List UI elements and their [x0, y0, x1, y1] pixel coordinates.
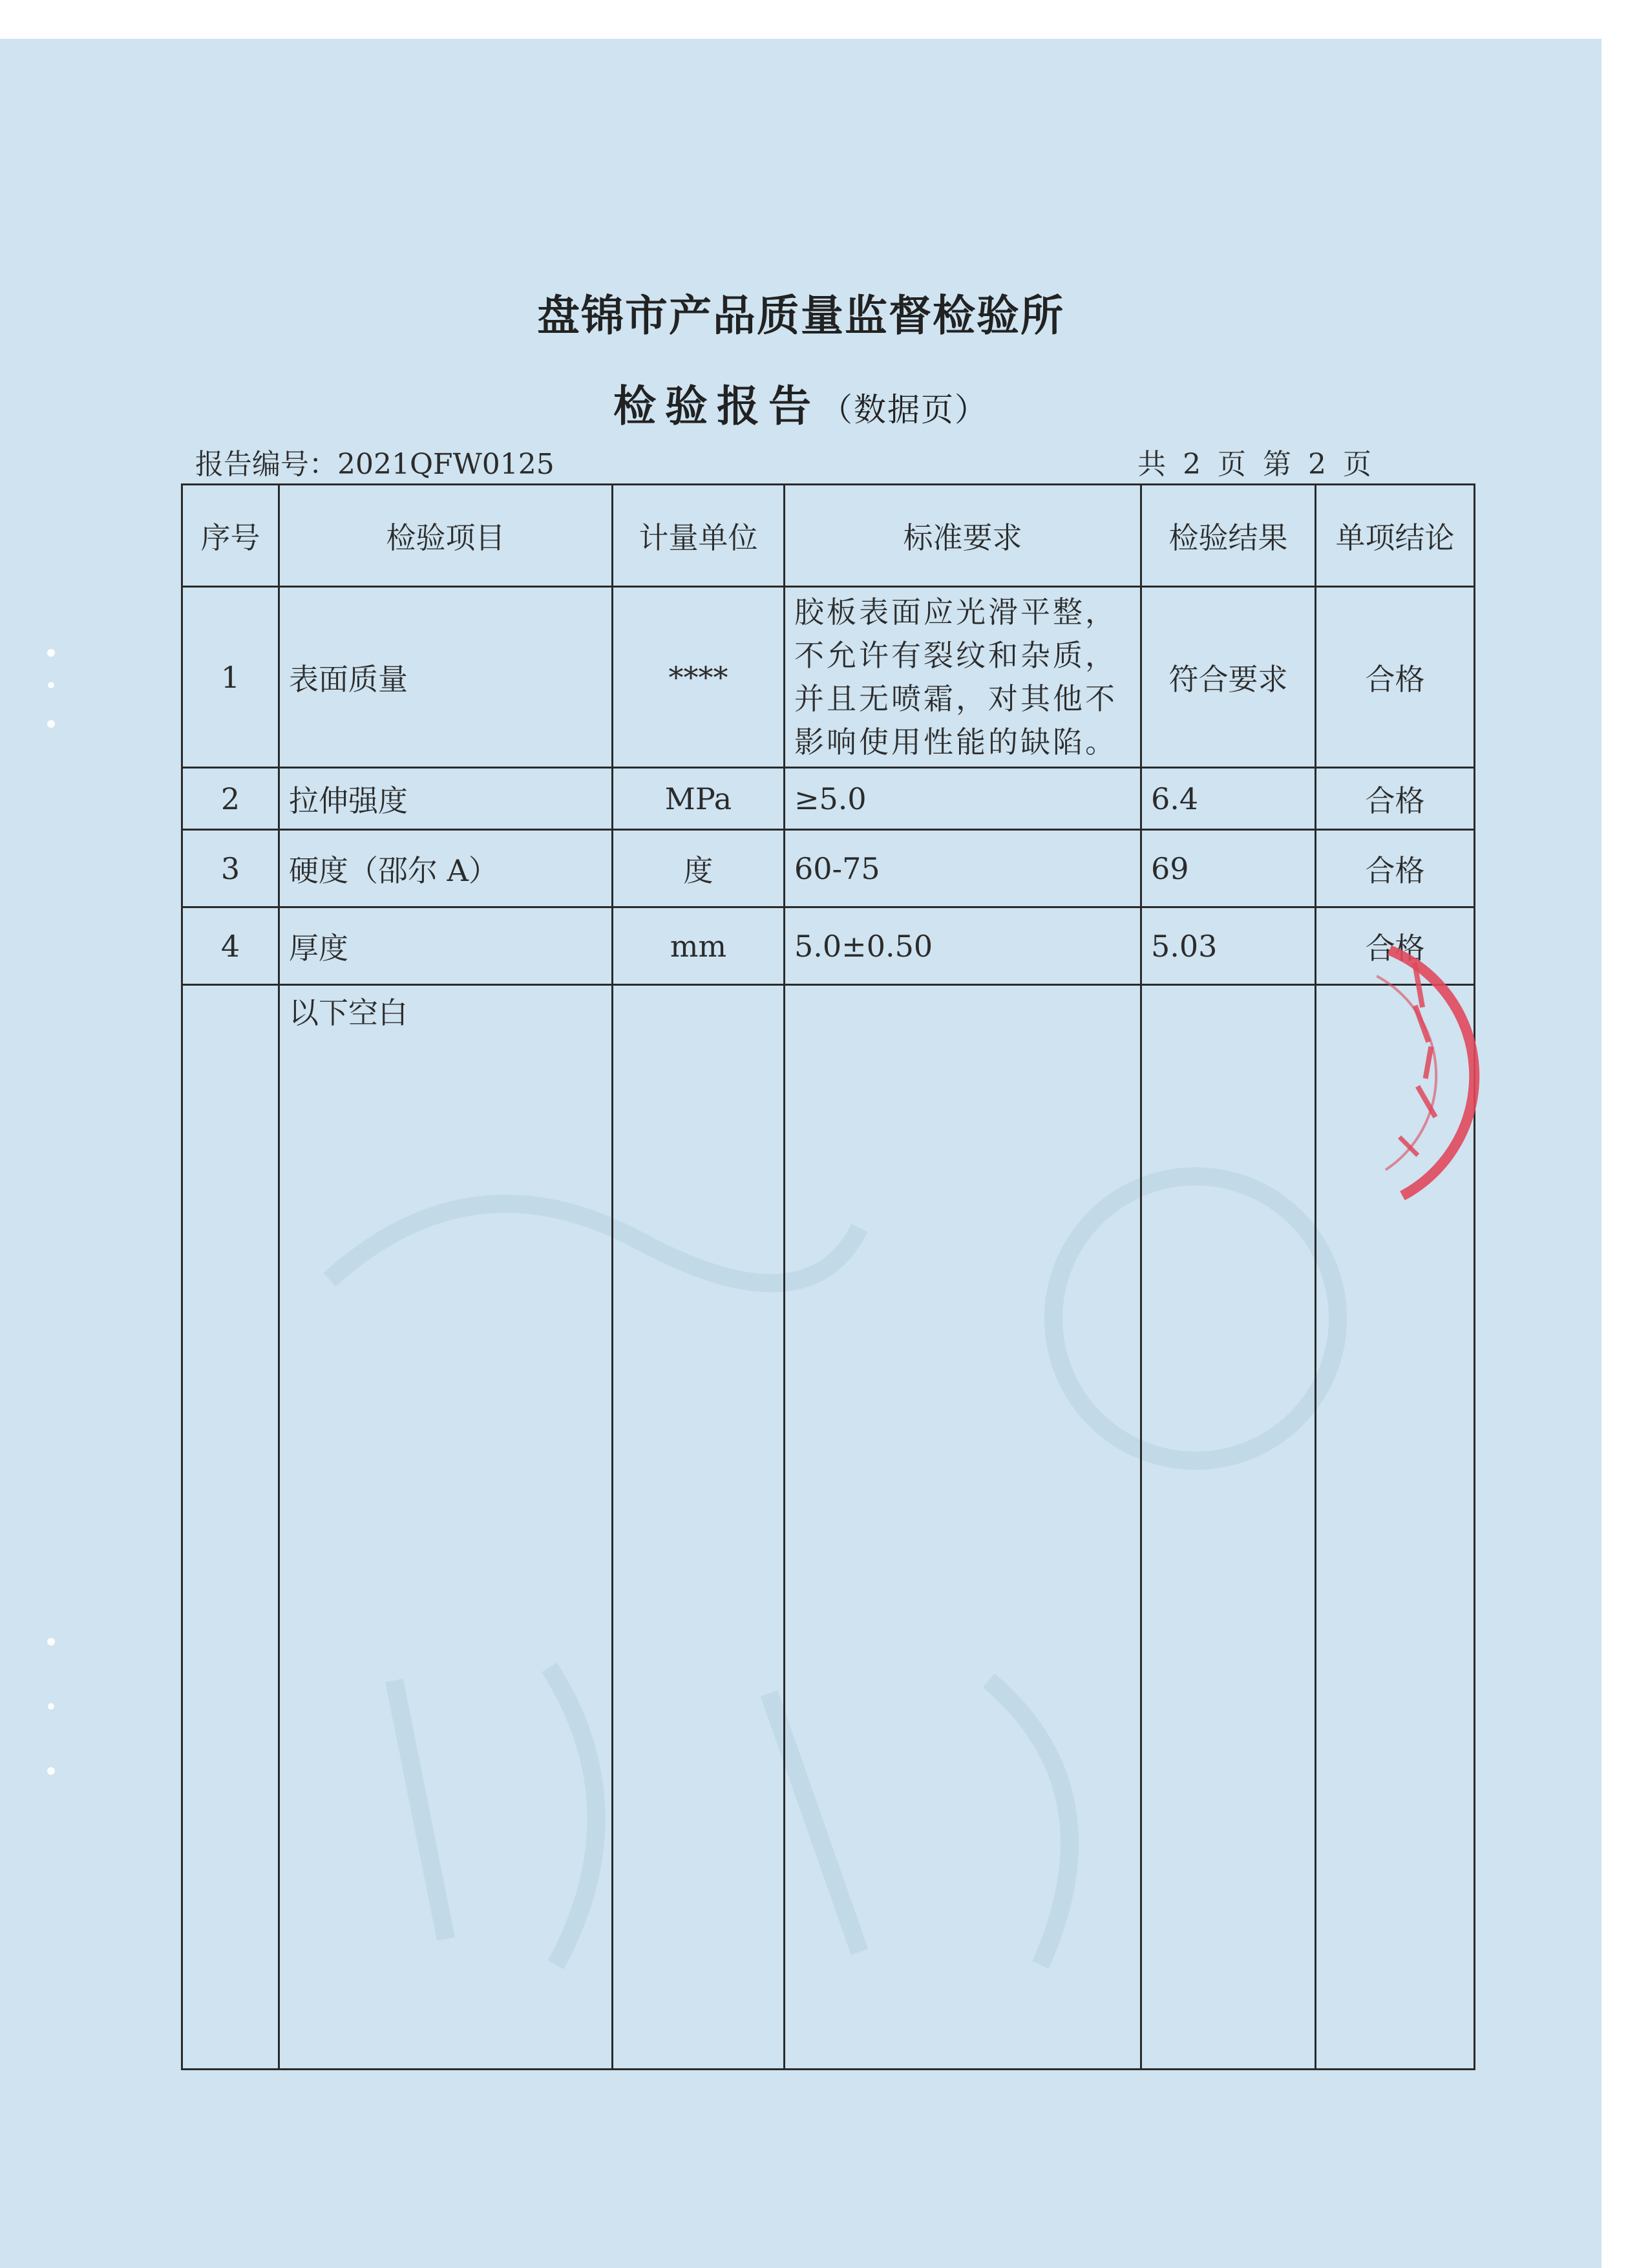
header-serial: 序号 [182, 485, 279, 587]
binding-punch-marks [44, 646, 58, 737]
report-subtitle: （数据页） [820, 391, 988, 429]
header-item: 检验项目 [279, 485, 613, 587]
row-result: 符合要求 [1141, 587, 1316, 768]
row-result: 6.4 [1141, 768, 1316, 830]
standard-line: 并且无喷霜，对其他不 [794, 681, 1117, 716]
row-result: 5.03 [1141, 907, 1316, 985]
report-title-text: 检验报告 [613, 381, 820, 431]
blank-cell [785, 985, 1141, 2070]
standard-line: 胶板表面应光滑平整， [794, 594, 1117, 630]
table-row [182, 907, 1475, 985]
row-result: 69 [1141, 830, 1316, 907]
table-header-row [182, 485, 1475, 587]
page-indicator: 共 2 页 第 2 页 [1137, 448, 1375, 481]
header-conclusion: 单项结论 [1316, 485, 1475, 587]
row-standard: ≥5.0 [785, 768, 1141, 830]
blank-cell [613, 985, 785, 2070]
binding-punch-marks [44, 1629, 58, 1784]
table-row [182, 830, 1475, 907]
report-sheet [0, 39, 1601, 2268]
row-conclusion: 合格 [1316, 768, 1475, 830]
header-unit: 计量单位 [613, 485, 785, 587]
row-unit: mm [613, 907, 785, 985]
report-number-value: 2021QFW0125 [337, 448, 555, 481]
standard-line: 不允许有裂纹和杂质， [794, 637, 1117, 673]
row-standard: 60-75 [785, 830, 1141, 907]
row-standard: 5.0±0.50 [785, 907, 1141, 985]
row-serial: 2 [182, 768, 279, 830]
row-conclusion: 合格 [1316, 907, 1475, 985]
report-title [0, 372, 1601, 433]
row-unit: 度 [613, 830, 785, 907]
row-unit: MPa [613, 768, 785, 830]
row-conclusion: 合格 [1316, 830, 1475, 907]
row-unit: **** [613, 587, 785, 768]
row-serial: 1 [182, 587, 279, 768]
row-serial: 3 [182, 830, 279, 907]
row-item: 厚度 [279, 907, 613, 985]
report-number [195, 441, 555, 482]
header-result: 检验结果 [1141, 485, 1316, 587]
row-serial: 4 [182, 907, 279, 985]
organization-title: 盘锦市产品质量监督检验所 [537, 290, 1064, 341]
table-row [182, 587, 1475, 768]
blank-cell [182, 985, 279, 2070]
standard-line: 影响使用性能的缺陷。 [794, 724, 1117, 759]
row-item: 硬度（邵尔 A） [279, 830, 613, 907]
blank-note: 以下空白 [279, 985, 613, 2070]
row-standard [785, 587, 1141, 768]
header-standard: 标准要求 [785, 485, 1141, 587]
report-number-label: 报告编号： [195, 448, 337, 481]
red-seal-stamp [1377, 937, 1545, 1209]
row-item: 表面质量 [279, 587, 613, 768]
inspection-data-table [181, 483, 1475, 2070]
row-conclusion: 合格 [1316, 587, 1475, 768]
table-row [182, 768, 1475, 830]
table-blank-row [182, 985, 1475, 2070]
blank-cell [1141, 985, 1316, 2070]
row-item: 拉伸强度 [279, 768, 613, 830]
